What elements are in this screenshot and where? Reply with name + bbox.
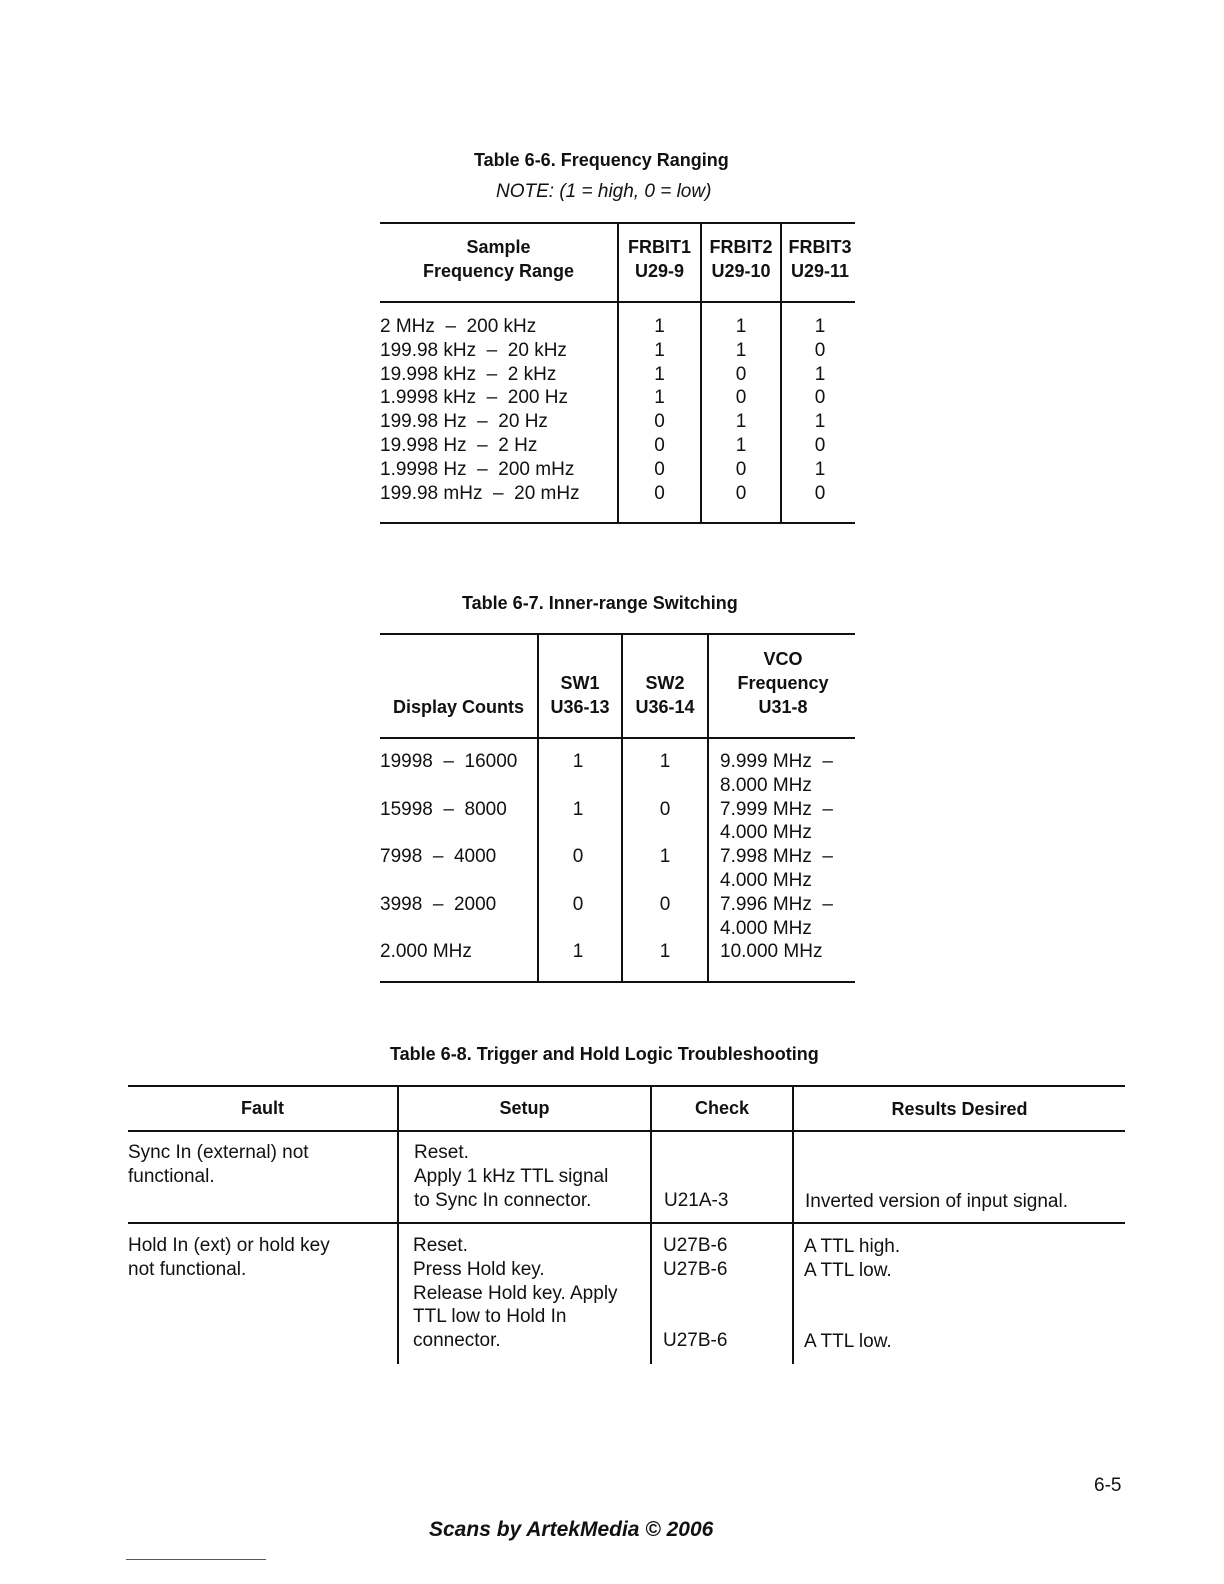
table-6-8-row2-results: A TTL high. A TTL low. A TTL low. — [804, 1236, 901, 1353]
table-6-8-row1-fault: Sync In (external) not functional. — [128, 1142, 309, 1187]
table-6-7-header-sw2: SW2 U36-14 — [635, 673, 695, 717]
table-6-8-row2-fault: Hold In (ext) or hold key not functional. — [128, 1235, 330, 1280]
table-6-7-header-rule — [380, 737, 855, 739]
table-6-6-frbit1-values: 1 1 1 1 0 0 0 0 — [654, 316, 665, 504]
table-6-7-vco-values: 9.999 MHz – 8.000 MHz 7.999 MHz – 4.000 MHz 7.998 MHz – 4.000 MHz 7.996 MHz – 4.000 MHz 10.000 MHz — [720, 751, 833, 963]
table-6-8-row2-setup: Reset. Press Hold key. Release Hold key. Apply TTL low to Hold In connector. — [413, 1235, 618, 1352]
table-6-6-header-range: Sample Frequency Range — [422, 237, 575, 281]
table-6-6-frbit2-values: 1 1 0 0 1 1 0 0 — [735, 316, 747, 504]
table-6-6-header-frbit2: FRBIT2 U29-10 — [709, 237, 773, 281]
page-number: 6-5 — [1094, 1475, 1122, 1496]
table-6-8-divider-2 — [650, 1086, 652, 1364]
table-6-6-caption: Table 6-6. Frequency Ranging — [474, 150, 729, 170]
table-6-6-header-frbit1: FRBIT1 U29-9 — [628, 237, 691, 281]
table-6-7-counts: 19998 – 16000 15998 – 8000 7998 – 4000 3998 – 2000 2.000 MHz — [380, 751, 518, 963]
table-6-8-header-check: Check — [694, 1098, 750, 1118]
table-6-8-row-rule — [128, 1222, 1125, 1224]
table-6-8-divider-1 — [397, 1086, 399, 1364]
table-6-8-row1-setup: Reset. Apply 1 kHz TTL signal to Sync In connector. — [414, 1142, 609, 1211]
table-6-8-caption: Table 6-8. Trigger and Hold Logic Troubleshooting — [390, 1044, 819, 1064]
table-6-7-bottom-rule — [380, 981, 855, 983]
bottom-edge-rule — [126, 1559, 266, 1560]
footer-credit: Scans by ArtekMedia © 2006 — [429, 1518, 714, 1541]
table-6-8-row2-check: U27B-6 U27B-6 U27B-6 — [663, 1235, 728, 1352]
table-6-8-divider-3 — [792, 1086, 794, 1364]
table-6-7-sw1-values: 1 1 0 0 1 — [572, 751, 584, 963]
table-6-7-top-rule — [380, 633, 855, 635]
table-6-7-header-sw1: SW1 U36-13 — [550, 673, 610, 717]
table-6-8-header-results: Results Desired — [891, 1099, 1028, 1119]
table-6-6-header-frbit3: FRBIT3 U29-11 — [788, 237, 852, 281]
table-6-8-header-rule — [128, 1130, 1125, 1132]
table-6-6-ranges: 2 MHz – 200 kHz 199.98 kHz – 20 kHz 19.998 kHz – 2 kHz 1.9998 kHz – 200 Hz 199.98 Hz – 20 Hz 19.998 Hz – 2 Hz 1.9998 Hz – 200 mHz 199.98 mHz – 20 mHz — [380, 316, 580, 504]
table-6-7-header-counts: Display Counts — [392, 697, 525, 717]
table-6-8-header-setup: Setup — [499, 1098, 550, 1118]
table-6-8-row1-check: U21A-3 — [664, 1190, 729, 1211]
table-6-8-header-fault: Fault — [241, 1098, 284, 1118]
table-6-7-caption: Table 6-7. Inner-range Switching — [462, 593, 738, 613]
table-6-8-top-rule — [128, 1085, 1125, 1087]
table-6-7-header-vco: VCO Frequency U31-8 — [737, 649, 829, 717]
table-6-6-frbit3-values: 1 0 1 0 1 0 1 0 — [814, 316, 826, 504]
table-6-6-note: NOTE: (1 = high, 0 = low) — [496, 181, 712, 202]
table-6-7-sw2-values: 1 0 1 0 1 — [659, 751, 671, 963]
table-6-8-row1-results: Inverted version of input signal. — [805, 1191, 1068, 1212]
